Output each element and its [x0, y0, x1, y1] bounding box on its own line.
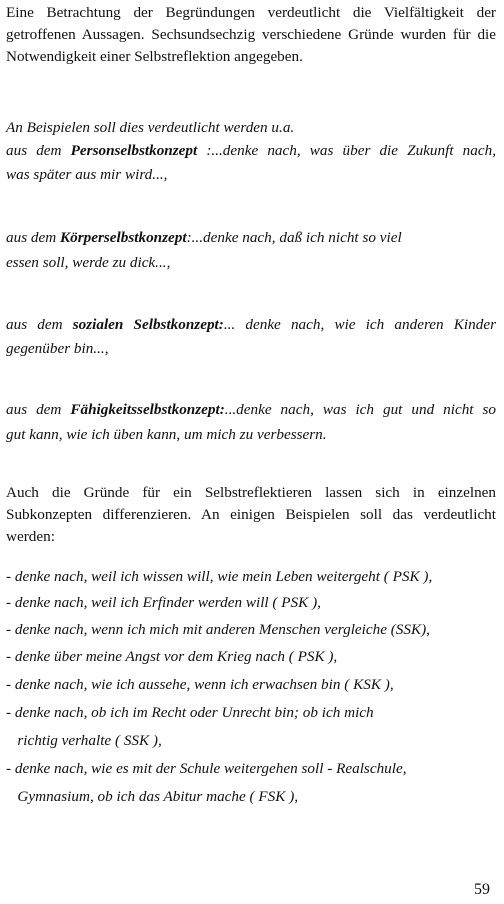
list-item: - denke nach, wie es mit der Schule weitergehen soll - Realschule,	[6, 760, 407, 777]
term-faehigkeitsselbstkonzept: Fähigkeitsselbstkonzept:	[70, 401, 225, 418]
list-item: - denke nach, weil ich wissen will, wie mein Leben weitergeht ( PSK ),	[6, 568, 433, 585]
example-koerperselbstkonzept-line1: aus dem Körperselbstkonzept:...denke nach, daß ich nicht so viel	[6, 229, 402, 246]
list-item: richtig verhalte ( SSK ),	[6, 732, 162, 749]
term-personselbstkonzept: Personselbstkonzept	[70, 142, 198, 159]
list-item: - denke nach, ob ich im Recht oder Unrecht bin; ob ich mich	[6, 704, 374, 721]
list-item: Gymnasium, ob ich das Abitur mache ( FSK ),	[6, 788, 299, 805]
list-item: - denke über meine Angst vor dem Krieg nach ( PSK ),	[6, 648, 338, 665]
example-faehigkeitsselbstkonzept-line1: aus dem Fähigkeitsselbstkonzept:...denke nach, was ich gut und nicht so	[6, 401, 496, 418]
example-personselbstkonzept-line1: aus dem Personselbstkonzept :...denke nach, was über die Zukunft nach,	[6, 142, 496, 159]
page-number: 59	[474, 881, 490, 898]
list-item: - denke nach, wie ich aussehe, wenn ich erwachsen bin ( KSK ),	[6, 676, 394, 693]
list-item: - denke nach, wenn ich mich mit anderen Menschen vergleiche (SSK),	[6, 621, 430, 638]
example-koerperselbstkonzept-line2: essen soll, werde zu dick...,	[6, 254, 171, 271]
term-koerperselbstkonzept: Körperselbstkonzept	[60, 229, 187, 246]
examples-lead: An Beispielen soll dies verdeutlicht werden u.a.	[6, 119, 295, 136]
example-personselbstkonzept-line2: was später aus mir wird...,	[6, 166, 168, 183]
example-sozialen-selbstkonzept-line2: gegenüber bin...,	[6, 340, 109, 357]
example-faehigkeitsselbstkonzept-line2: gut kann, wie ich üben kann, um mich zu verbessern.	[6, 426, 327, 443]
intro-paragraph: Eine Betrachtung der Begründungen verdeutlicht die Vielfältigkeit der getroffenen Aussagen. Sechsundsechzig verschiedene Gründe wurden für die Notwendigkeit einer Selbstreflektion angegeben.	[6, 4, 496, 65]
term-sozialen-selbstkonzept: sozialen Selbstkonzept:	[72, 316, 224, 333]
example-sozialen-selbstkonzept-line1: aus dem sozialen Selbstkonzept:... denke nach, wie ich anderen Kinder	[6, 316, 496, 333]
paragraph-subkonzepte: Auch die Gründe für ein Selbstreflektieren lassen sich in einzelnen Subkonzepten differenzieren. An einigen Beispielen soll das verdeutlicht werden:	[6, 484, 496, 545]
list-item: - denke nach, weil ich Erfinder werden will ( PSK ),	[6, 594, 321, 611]
